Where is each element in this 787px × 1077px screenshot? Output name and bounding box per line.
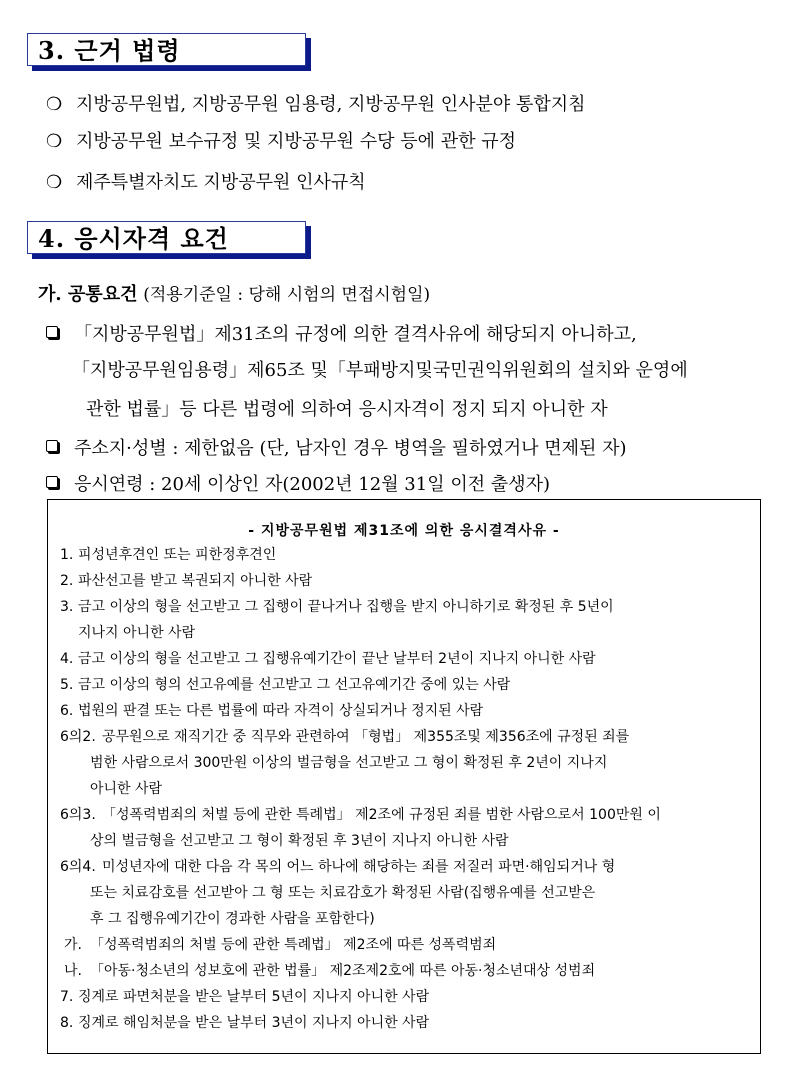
line-number: 6의4. (60, 859, 96, 875)
requirement-text: 「지방공무원법」제31조의 규정에 의한 결격사유에 해당되지 아니하고, (74, 324, 637, 345)
square-bullet-icon (46, 476, 58, 488)
requirement-text: 응시연령 : 20세 이상인 자(2002년 12월 31일 이전 출생자) (74, 474, 550, 495)
legal-basis-item (46, 127, 516, 153)
disqualification-line (60, 856, 615, 876)
line-number: 2. (60, 573, 74, 589)
line-text: 범한 사람으로서 300만원 이상의 벌금형을 선고받고 그 형이 확정된 후 2년이 지나지 (90, 755, 608, 771)
requirement-continuation: 관한 법률」등 다른 법령에 의하여 응시자격이 정지 되지 아니한 자 (86, 399, 608, 420)
line-text: 금고 이상의 형을 선고받고 그 집행유예기간이 끝난 날부터 2년이 지나지 아니한 사람 (78, 651, 596, 667)
disqualification-line (60, 570, 312, 590)
line-text: 금고 이상의 형의 선고유예를 선고받고 그 선고유예기간 중에 있는 사람 (78, 677, 511, 693)
disqualification-line (60, 1012, 429, 1032)
line-text: 지나지 아니한 사람 (78, 625, 196, 641)
line-text: 법원의 판결 또는 다른 법률에 따라 자격이 상실되거나 정지된 사람 (78, 703, 484, 719)
requirement-item (46, 320, 637, 346)
disqualification-line (64, 934, 496, 954)
disqualification-line (60, 778, 162, 798)
line-text: 상의 벌금형을 선고받고 그 형이 확정된 후 3년이 지나지 아니한 사람 (90, 833, 509, 849)
circle-bullet-icon: ❍ (46, 131, 63, 152)
disqualification-line (60, 882, 595, 902)
section4-heading: 4. 응시자격 요건 (27, 221, 306, 254)
disqualification-line (60, 648, 596, 668)
legal-basis-text: 지방공무원 보수규정 및 지방공무원 수당 등에 관한 규정 (76, 131, 516, 152)
line-number: 가. (64, 937, 82, 953)
legal-basis-item (46, 168, 366, 194)
line-text: 징계로 해임처분을 받은 날부터 3년이 지나지 아니한 사람 (78, 1015, 430, 1031)
line-text: 파산선고를 받고 복권되지 아니한 사람 (78, 573, 313, 589)
subhead-note: (적용기준일 : 당해 시험의 면접시험일) (143, 285, 431, 305)
common-requirements-subhead (38, 280, 430, 306)
disqualification-line (60, 726, 629, 746)
line-number: 6의3. (60, 807, 96, 823)
disqualification-line (60, 908, 375, 928)
line-number: 7. (60, 989, 74, 1005)
line-text: 징계로 파면처분을 받은 날부터 5년이 지나지 아니한 사람 (78, 989, 430, 1005)
disqualification-line (60, 622, 195, 642)
line-number: 5. (60, 677, 74, 693)
line-number: 8. (60, 1015, 74, 1031)
disqualification-box (47, 499, 761, 1054)
line-number: 1. (60, 547, 74, 563)
line-text: 후 그 집행유예기간이 경과한 사람을 포함한다) (90, 911, 375, 927)
disqualification-line (60, 752, 607, 772)
line-text: 금고 이상의 형을 선고받고 그 집행이 끝나거나 집행을 받지 아니하기로 확정된 후 5년이 (78, 599, 614, 615)
line-text: 또는 치료감호를 선고받아 그 형 또는 치료감호가 확정된 사람(집행유예를 선고받은 (90, 885, 596, 901)
legal-basis-text: 지방공무원법, 지방공무원 임용령, 지방공무원 인사분야 통합지침 (76, 94, 586, 115)
legal-basis-text: 제주특별자치도 지방공무원 인사규칙 (76, 172, 366, 193)
requirement-item (46, 470, 550, 496)
section3-heading: 3. 근거 법령 (27, 33, 306, 66)
requirement-continuation: 「지방공무원임용령」제65조 및「부패방지및국민권익위원회의 설치와 운영에 (72, 360, 688, 381)
square-bullet-icon (46, 326, 58, 338)
disqualification-line (64, 960, 595, 980)
subhead-label: 가. 공통요건 (38, 284, 138, 305)
line-text: 「성폭력범죄의 처벌 등에 관한 특례법」 제2조에 따른 성폭력범죄 (90, 937, 497, 953)
line-number: 3. (60, 599, 74, 615)
line-number: 4. (60, 651, 74, 667)
line-number: 나. (64, 963, 82, 979)
circle-bullet-icon: ❍ (46, 94, 63, 115)
line-text: 공무원으로 재직기간 중 직무와 관련하여 「형법」 제355조및 제356조에 규정된 죄를 (102, 729, 630, 745)
disqualification-line (60, 804, 661, 824)
disqualification-title: - 지방공무원법 제31조에 의한 응시결격사유 - (248, 523, 560, 539)
requirement-text: 주소지·성별 : 제한없음 (단, 남자인 경우 병역을 필하였거나 면제된 자) (74, 438, 627, 459)
line-text: 미성년자에 대한 다음 각 목의 어느 하나에 해당하는 죄를 저질러 파면·해임되거나 형 (102, 859, 616, 875)
line-number: 6. (60, 703, 74, 719)
line-text: 아니한 사람 (90, 781, 163, 797)
line-text: 「아동·청소년의 성보호에 관한 법률」 제2조제2호에 따른 아동·청소년대상 성범죄 (90, 963, 596, 979)
line-text: 피성년후견인 또는 피한정후견인 (78, 547, 277, 563)
circle-bullet-icon: ❍ (46, 172, 63, 193)
line-text: 「성폭력범죄의 처벌 등에 관한 특례법」 제2조에 규정된 죄를 범한 사람으로서 100만원 이 (102, 807, 661, 823)
requirement-item (46, 434, 627, 460)
disqualification-line (60, 596, 614, 616)
disqualification-line (60, 830, 509, 850)
disqualification-line (60, 674, 510, 694)
disqualification-line (60, 700, 483, 720)
legal-basis-item (46, 90, 586, 116)
disqualification-line (60, 544, 276, 564)
disqualification-line (60, 986, 429, 1006)
square-bullet-icon (46, 440, 58, 452)
line-number: 6의2. (60, 729, 96, 745)
